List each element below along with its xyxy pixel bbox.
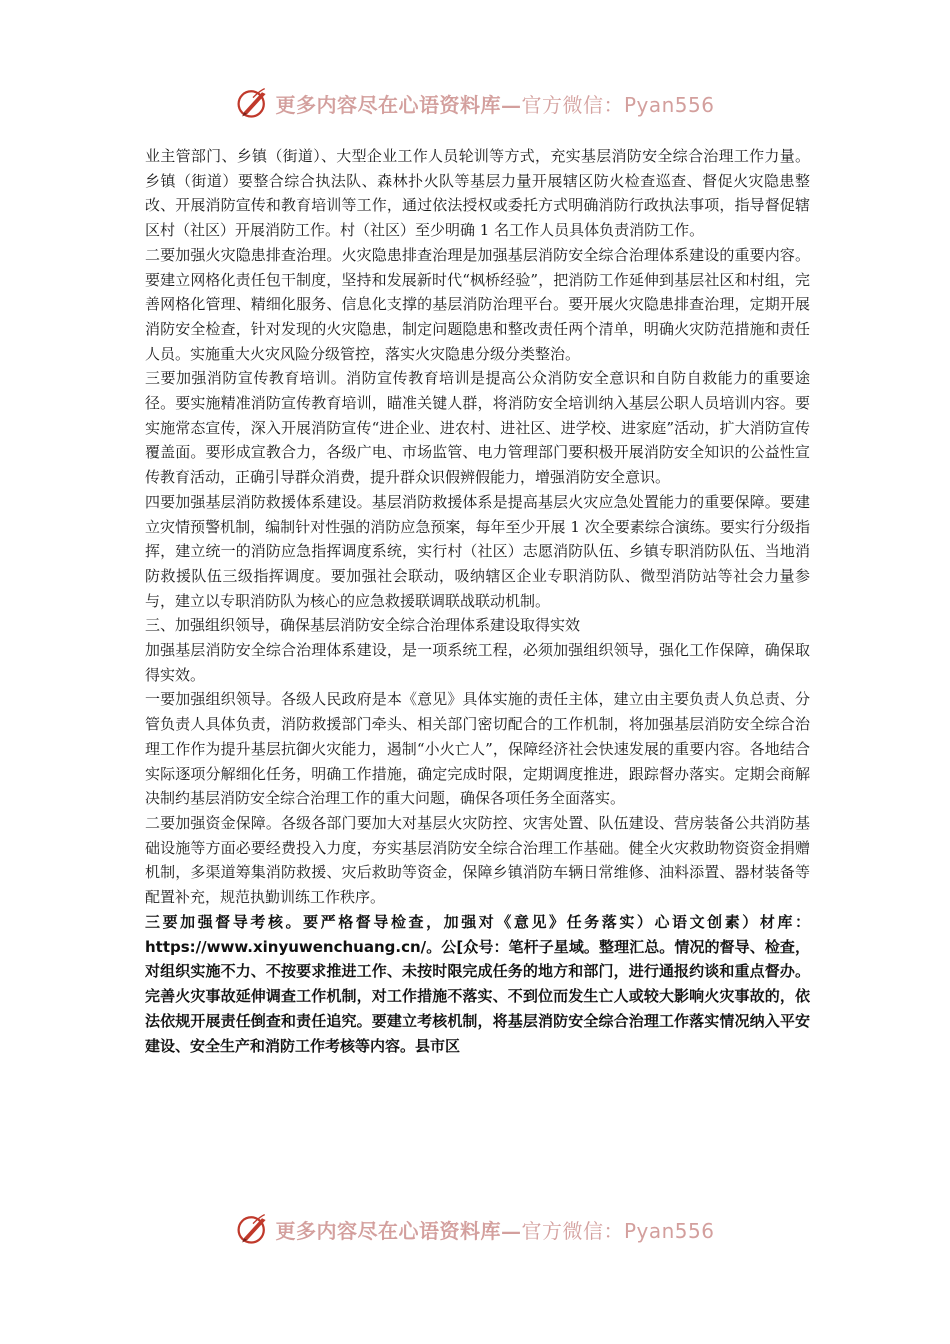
paragraph: 加强基层消防安全综合治理体系建设，是一项系统工程，必须加强组织领导，强化工作保障，确保取得实效。 (145, 641, 810, 684)
paragraph: 四要加强基层消防救援体系建设。基层消防救援体系是提高基层火灾应急处置能力的重要保障。要建立灾情预警机制，编制针对性强的消防应急预案，每年至少开展 1 次全要素综合演练。要实行分级指挥，建立统一的消防应急指挥调度系统，实行村（社区）志愿消防队伍、乡镇专职消防队伍、当地消防救援队伍三级指挥调度。要加强社会联动，吸纳辖区企业专职消防队、微型消防站等社会力量参与，建立以专职消防队为核心的应急救援联调联战联动机制。 (145, 492, 810, 610)
banner-text: 更多内容尽在心语资料库—官方微信：Pyan556 (275, 92, 715, 117)
pen-circle-logo-icon (235, 1211, 271, 1247)
header-banner (0, 82, 950, 124)
document-body (145, 144, 810, 1059)
banner-wechat: 官方微信：Pyan556 (521, 1218, 715, 1243)
paragraph: 二要加强火灾隐患排查治理。火灾隐患排查治理是加强基层消防安全综合治理体系建设的重要内容。要建立网格化责任包干制度，坚持和发展新时代“枫桥经验”，把消防工作延伸到基层社区和村组，完善网格化管理、精细化服务、信息化支撑的基层消防治理平台。要开展火灾隐患排查治理，定期开展消防安全检查，针对发现的火灾隐患，制定问题隐患和整改责任两个清单，明确火灾防范措施和责任人员。实施重大火灾风险分级管控，落实火灾隐患分级分类整治。 (145, 245, 810, 363)
banner-text: 更多内容尽在心语资料库—官方微信：Pyan556 (275, 1218, 715, 1243)
paragraph: 业主管部门、乡镇（街道）、大型企业工作人员轮训等方式，充实基层消防安全综合治理工作力量。乡镇（街道）要整合综合执法队、森林扑火队等基层力量开展辖区防火检查巡查、督促火灾隐患整改、开展消防宣传和教育培训等工作，通过依法授权或委托方式明确消防行政执法事项，指导督促辖区村（社区）开展消防工作。村（社区）至少明确 1 名工作人员具体负责消防工作。 (145, 147, 810, 240)
bold-paragraph: 三要加强督导考核。要严格督导检查，加强对《意见》任务落实）心语文创素）材库：https://www.xinyuwenchuang.cn/。公[众号：笔杆子星域。整理汇总。情况的督导、检查，对组织实施不力、不按要求推进工作、未按时限完成任务的地方和部门，进行通报约谈和重点督办。完善火灾事故延伸调查工作机制，对工作措施不落实、不到位而发生亡人或较大影响火灾事故的，依法依规开展责任倒查和责任追究。要建立考核机制，将基层消防安全综合治理工作落实情况纳入平安建设、安全生产和消防工作考核等内容。县市区 (145, 912, 810, 1055)
paragraph: 一要加强组织领导。各级人民政府是本《意见》具体实施的责任主体，建立由主要负责人负总责、分管负责人具体负责，消防救援部门牵头、相关部门密切配合的工作机制，将加强基层消防安全综合治理工作作为提升基层抗御火灾能力，遏制“小火亡人”，保障经济社会快速发展的重要内容。各地结合实际逐项分解细化任务，明确工作措施，确定完成时限，定期调度推进，跟踪督办落实。定期会商解决制约基层消防安全综合治理工作的重大问题，确保各项任务全面落实。 (145, 690, 810, 808)
paragraph: 二要加强资金保障。各级各部门要加大对基层火灾防控、灾害处置、队伍建设、营房装备公共消防基础设施等方面必要经费投入力度，夯实基层消防安全综合治理工作基础。健全火灾救助物资资金捐赠机制，多渠道筹集消防救援、灾后救助等资金，保障乡镇消防车辆日常维修、油料添置、器材装备等配置补充，规范执勤训练工作秩序。 (145, 813, 810, 907)
footer-banner (0, 1208, 950, 1250)
banner-wechat: 官方微信：Pyan556 (521, 92, 715, 117)
pen-circle-logo-icon (235, 85, 271, 121)
section-heading: 三、加强组织领导，确保基层消防安全综合治理体系建设取得实效 (145, 616, 581, 635)
paragraph: 三要加强消防宣传教育培训。消防宣传教育培训是提高公众消防安全意识和自防自救能力的重要途径。要实施精准消防宣传教育培训，瞄准关键人群，将消防安全培训纳入基层公职人员培训内容。要实施常态宣传，深入开展消防宣传“进企业、进农村、进社区、进学校、进家庭”活动，扩大消防宣传覆盖面。要形成宣教合力，各级广电、市场监管、电力管理部门要积极开展消防安全知识的公益性宣传教育活动，正确引导群众消费，提升群众识假辨假能力，增强消防安全意识。 (145, 369, 810, 487)
